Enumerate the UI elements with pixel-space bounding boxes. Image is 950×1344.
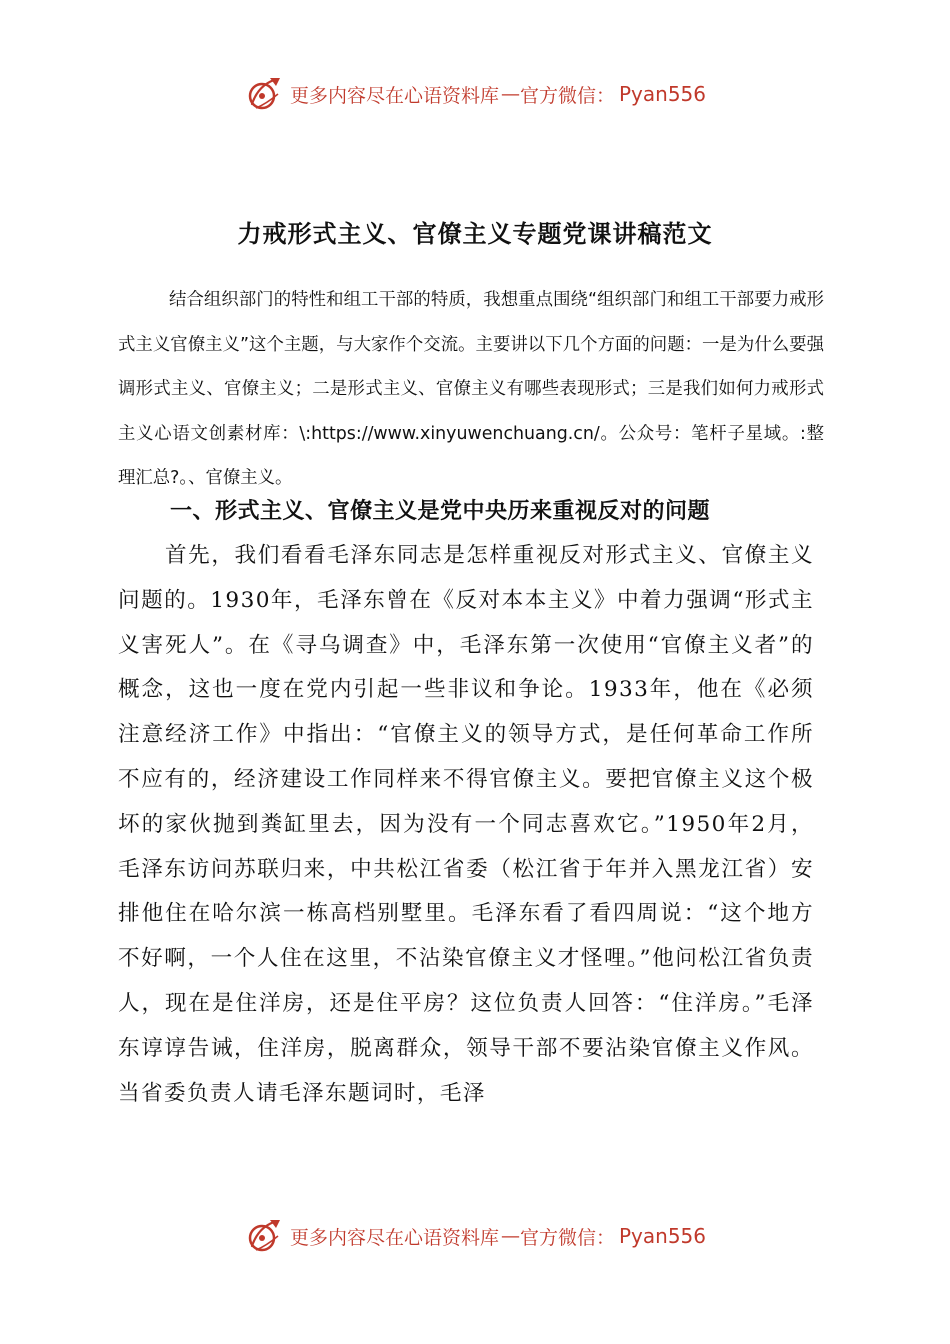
footer-banner (0, 1206, 950, 1266)
wechat-label: 官方微信： (519, 84, 615, 107)
document-title: 力戒形式主义、官僚主义专题党课讲稿范文 (237, 219, 713, 248)
header-banner (0, 64, 950, 124)
pen-nib-logo-icon (244, 1216, 284, 1256)
intro-paragraph: 结合组织部门的特性和组工干部的特质，我想重点围绕“组织部门和组工干部要力戒形式主义官僚主义”这个主题，与大家作个交流。主要讲以下几个方面的问题：一是为什么要强调形式主义、官僚主义；二是形式主义、官僚主义有哪些表现形式；三是我们如何力戒形式主义心语文创素材库：\:https://www.xinyuwenchuang.cn/。公众号：笔杆子星域。:整理汇总?。、官僚主义。 (118, 290, 824, 489)
promo-text: 更多内容尽在心语资料库 (289, 1226, 499, 1249)
body-paragraph: 首先，我们看看毛泽东同志是怎样重视反对形式主义、官僚主义问题的。1930年，毛泽东曾在《反对本本主义》中着力强调“形式主义害死人”。在《寻乌调查》中，毛泽东第一次使用“官僚主义者”的概念，这也一度在党内引起一些非议和争论。1933年，他在《必须注意经济工作》中指出：“官僚主义的领导方式，是任何革命工作所不应有的，经济建设工作同样来不得官僚主义。要把官僚主义这个极坏的家伙抛到粪缸里去，因为没有一个同志喜欢它。”1950年2月，毛泽东访问苏联归来，中共松江省委（松江省于年并入黑龙江省）安排他住在哈尔滨一栋高档别墅里。毛泽东看了看四周说：“这个地方不好啊，一个人住在这里，不沾染官僚主义才怪哩。”他问松江省负责人，现在是住洋房，还是住平房？这位负责人回答：“住洋房。”毛泽东谆谆告诫，住洋房，脱离群众，领导干部不要沾染官僚主义作风。当省委负责人请毛泽东题词时，毛泽 (118, 543, 814, 1106)
wechat-id: Pyan556 (619, 1224, 707, 1248)
promo-text: 更多内容尽在心语资料库 (289, 84, 499, 107)
section-heading: 一、形式主义、官僚主义是党中央历来重视反对的问题 (170, 498, 711, 524)
promo-separator: — (500, 1225, 518, 1247)
pen-nib-logo-icon (244, 74, 284, 114)
promo-separator: — (500, 83, 518, 105)
wechat-label: 官方微信： (519, 1226, 615, 1249)
wechat-id: Pyan556 (619, 82, 707, 106)
